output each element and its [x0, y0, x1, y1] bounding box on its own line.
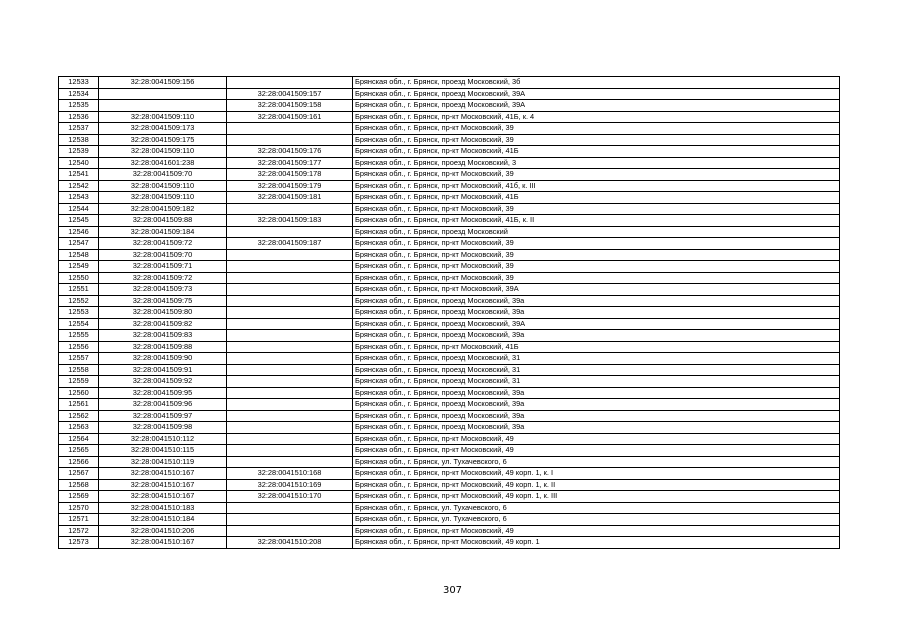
related-cadastral-number-cell: [227, 307, 353, 319]
table-row: [59, 445, 840, 457]
address-cell: Брянская обл., г. Брянск, проезд Московский, 39А: [353, 318, 840, 330]
address-cell: Брянская обл., г. Брянск, пр-кт Московский, 39: [353, 249, 840, 261]
address-cell: Брянская обл., г. Брянск, пр-кт Московский, 41Б: [353, 341, 840, 353]
related-cadastral-number-cell: 32:28:0041509:183: [227, 215, 353, 227]
related-cadastral-number-cell: [227, 387, 353, 399]
address-cell: Брянская обл., г. Брянск, пр-кт Московский, 41б, к. III: [353, 180, 840, 192]
related-cadastral-number-cell: 32:28:0041509:181: [227, 192, 353, 204]
address-cell: Брянская обл., г. Брянск, пр-кт Московский, 41Б: [353, 146, 840, 158]
address-cell: Брянская обл., г. Брянск, пр-кт Московский, 41Б, к. II: [353, 215, 840, 227]
related-cadastral-number-cell: [227, 77, 353, 89]
address-cell: Брянская обл., г. Брянск, пр-кт Московский, 39А: [353, 284, 840, 296]
row-number-cell: 12557: [59, 353, 99, 365]
row-number-cell: 12541: [59, 169, 99, 181]
table-row: [59, 192, 840, 204]
related-cadastral-number-cell: [227, 445, 353, 457]
cadastral-number-cell: 32:28:0041509:97: [99, 410, 227, 422]
cadastral-number-cell: 32:28:0041510:206: [99, 525, 227, 537]
table-row: [59, 479, 840, 491]
related-cadastral-number-cell: [227, 502, 353, 514]
row-number-cell: 12569: [59, 491, 99, 503]
related-cadastral-number-cell: [227, 399, 353, 411]
cadastral-number-cell: 32:28:0041509:82: [99, 318, 227, 330]
row-number-cell: 12545: [59, 215, 99, 227]
row-number-cell: 12566: [59, 456, 99, 468]
table-row: [59, 514, 840, 526]
cadastral-number-cell: 32:28:0041510:112: [99, 433, 227, 445]
related-cadastral-number-cell: [227, 134, 353, 146]
row-number-cell: 12551: [59, 284, 99, 296]
table-row: [59, 318, 840, 330]
address-cell: Брянская обл., г. Брянск, пр-кт Московский, 49: [353, 445, 840, 457]
row-number-cell: 12572: [59, 525, 99, 537]
table-row: [59, 203, 840, 215]
row-number-cell: 12540: [59, 157, 99, 169]
table-row: [59, 295, 840, 307]
table-row: [59, 433, 840, 445]
table-row: [59, 468, 840, 480]
table-row: [59, 88, 840, 100]
row-number-cell: 12573: [59, 537, 99, 549]
address-cell: Брянская обл., г. Брянск, пр-кт Московский, 39: [353, 272, 840, 284]
related-cadastral-number-cell: 32:28:0041509:158: [227, 100, 353, 112]
related-cadastral-number-cell: [227, 261, 353, 273]
table-row: [59, 111, 840, 123]
row-number-cell: 12565: [59, 445, 99, 457]
table-row: [59, 456, 840, 468]
row-number-cell: 12533: [59, 77, 99, 89]
address-cell: Брянская обл., г. Брянск, ул. Тухачевского, 6: [353, 514, 840, 526]
cadastral-number-cell: 32:28:0041509:182: [99, 203, 227, 215]
related-cadastral-number-cell: 32:28:0041509:179: [227, 180, 353, 192]
row-number-cell: 12542: [59, 180, 99, 192]
cadastral-number-cell: 32:28:0041509:90: [99, 353, 227, 365]
table-row: [59, 353, 840, 365]
address-cell: Брянская обл., г. Брянск, проезд Московский, 39А: [353, 100, 840, 112]
cadastral-number-cell: 32:28:0041509:70: [99, 249, 227, 261]
cadastral-number-cell: 32:28:0041510:167: [99, 491, 227, 503]
row-number-cell: 12543: [59, 192, 99, 204]
address-cell: Брянская обл., г. Брянск, проезд Московский, 3: [353, 157, 840, 169]
cadastral-number-cell: 32:28:0041509:184: [99, 226, 227, 238]
cadastral-number-cell: [99, 88, 227, 100]
address-cell: Брянская обл., г. Брянск, проезд Московский: [353, 226, 840, 238]
table-row: [59, 180, 840, 192]
cadastral-number-cell: 32:28:0041509:96: [99, 399, 227, 411]
table-row: [59, 307, 840, 319]
cadastral-number-cell: 32:28:0041509:71: [99, 261, 227, 273]
address-cell: Брянская обл., г. Брянск, ул. Тухачевского, 6: [353, 502, 840, 514]
row-number-cell: 12539: [59, 146, 99, 158]
row-number-cell: 12547: [59, 238, 99, 250]
row-number-cell: 12567: [59, 468, 99, 480]
cadastral-number-cell: 32:28:0041510:167: [99, 468, 227, 480]
table-row: [59, 364, 840, 376]
table-row: [59, 261, 840, 273]
address-cell: Брянская обл., г. Брянск, проезд Московский, 39а: [353, 399, 840, 411]
cadastral-number-cell: 32:28:0041509:80: [99, 307, 227, 319]
related-cadastral-number-cell: 32:28:0041509:157: [227, 88, 353, 100]
related-cadastral-number-cell: [227, 330, 353, 342]
related-cadastral-number-cell: 32:28:0041510:170: [227, 491, 353, 503]
table-row: [59, 123, 840, 135]
cadastral-number-cell: [99, 100, 227, 112]
row-number-cell: 12563: [59, 422, 99, 434]
address-cell: Брянская обл., г. Брянск, проезд Московский, 39а: [353, 307, 840, 319]
row-number-cell: 12558: [59, 364, 99, 376]
address-cell: Брянская обл., г. Брянск, пр-кт Московский, 41Б: [353, 192, 840, 204]
cadastral-number-cell: 32:28:0041509:156: [99, 77, 227, 89]
related-cadastral-number-cell: [227, 203, 353, 215]
row-number-cell: 12560: [59, 387, 99, 399]
address-cell: Брянская обл., г. Брянск, пр-кт Московский, 49 корп. 1: [353, 537, 840, 549]
related-cadastral-number-cell: 32:28:0041510:169: [227, 479, 353, 491]
row-number-cell: 12536: [59, 111, 99, 123]
address-cell: Брянская обл., г. Брянск, пр-кт Московский, 39: [353, 203, 840, 215]
related-cadastral-number-cell: [227, 318, 353, 330]
address-cell: Брянская обл., г. Брянск, проезд Московский, 39а: [353, 422, 840, 434]
related-cadastral-number-cell: 32:28:0041509:187: [227, 238, 353, 250]
cadastral-number-cell: 32:28:0041510:115: [99, 445, 227, 457]
address-cell: Брянская обл., г. Брянск, пр-кт Московский, 49 корп. 1, к. II: [353, 479, 840, 491]
table-row: [59, 226, 840, 238]
related-cadastral-number-cell: [227, 341, 353, 353]
related-cadastral-number-cell: [227, 123, 353, 135]
table-row: [59, 272, 840, 284]
row-number-cell: 12538: [59, 134, 99, 146]
cadastral-number-cell: 32:28:0041509:92: [99, 376, 227, 388]
table-row: [59, 422, 840, 434]
address-cell: Брянская обл., г. Брянск, проезд Московский, 39а: [353, 330, 840, 342]
address-cell: Брянская обл., г. Брянск, пр-кт Московский, 39: [353, 169, 840, 181]
table-row: [59, 134, 840, 146]
address-cell: Брянская обл., г. Брянск, ул. Тухачевского, 6: [353, 456, 840, 468]
cadastral-number-cell: 32:28:0041509:88: [99, 341, 227, 353]
row-number-cell: 12554: [59, 318, 99, 330]
address-cell: Брянская обл., г. Брянск, проезд Московский, 31: [353, 364, 840, 376]
cadastral-number-cell: 32:28:0041509:72: [99, 238, 227, 250]
related-cadastral-number-cell: 32:28:0041509:176: [227, 146, 353, 158]
address-cell: Брянская обл., г. Брянск, проезд Московский, 39а: [353, 387, 840, 399]
row-number-cell: 12549: [59, 261, 99, 273]
address-cell: Брянская обл., г. Брянск, проезд Московский, 31: [353, 376, 840, 388]
row-number-cell: 12561: [59, 399, 99, 411]
related-cadastral-number-cell: [227, 376, 353, 388]
table-row: [59, 238, 840, 250]
row-number-cell: 12548: [59, 249, 99, 261]
related-cadastral-number-cell: [227, 422, 353, 434]
cadastral-number-cell: 32:28:0041509:98: [99, 422, 227, 434]
table-row: [59, 100, 840, 112]
table-row: [59, 330, 840, 342]
row-number-cell: 12564: [59, 433, 99, 445]
table-row: [59, 284, 840, 296]
table-row: [59, 157, 840, 169]
related-cadastral-number-cell: [227, 272, 353, 284]
row-number-cell: 12553: [59, 307, 99, 319]
cadastral-number-cell: 32:28:0041509:110: [99, 180, 227, 192]
cadastral-number-cell: 32:28:0041509:110: [99, 192, 227, 204]
related-cadastral-number-cell: [227, 364, 353, 376]
row-number-cell: 12546: [59, 226, 99, 238]
row-number-cell: 12559: [59, 376, 99, 388]
address-cell: Брянская обл., г. Брянск, проезд Московский, 31: [353, 353, 840, 365]
related-cadastral-number-cell: 32:28:0041510:208: [227, 537, 353, 549]
cadastral-number-cell: 32:28:0041509:83: [99, 330, 227, 342]
related-cadastral-number-cell: [227, 284, 353, 296]
row-number-cell: 12571: [59, 514, 99, 526]
table-row: [59, 399, 840, 411]
cadastral-number-cell: 32:28:0041510:119: [99, 456, 227, 468]
table-row: [59, 410, 840, 422]
cadastral-number-cell: 32:28:0041509:70: [99, 169, 227, 181]
related-cadastral-number-cell: 32:28:0041509:161: [227, 111, 353, 123]
related-cadastral-number-cell: [227, 353, 353, 365]
address-cell: Брянская обл., г. Брянск, пр-кт Московский, 49 корп. 1, к. III: [353, 491, 840, 503]
related-cadastral-number-cell: [227, 433, 353, 445]
address-cell: Брянская обл., г. Брянск, пр-кт Московский, 39: [353, 123, 840, 135]
row-number-cell: 12562: [59, 410, 99, 422]
related-cadastral-number-cell: [227, 456, 353, 468]
address-cell: Брянская обл., г. Брянск, пр-кт Московский, 49: [353, 525, 840, 537]
related-cadastral-number-cell: [227, 249, 353, 261]
row-number-cell: 12555: [59, 330, 99, 342]
cadastral-number-cell: 32:28:0041509:88: [99, 215, 227, 227]
table-row: [59, 146, 840, 158]
cadastral-number-cell: 32:28:0041509:173: [99, 123, 227, 135]
address-cell: Брянская обл., г. Брянск, пр-кт Московский, 39: [353, 261, 840, 273]
related-cadastral-number-cell: [227, 410, 353, 422]
table-row: [59, 387, 840, 399]
cadastral-number-cell: 32:28:0041510:167: [99, 479, 227, 491]
address-cell: Брянская обл., г. Брянск, пр-кт Московский, 49 корп. 1, к. I: [353, 468, 840, 480]
table-row: [59, 537, 840, 549]
table-row: [59, 249, 840, 261]
cadastral-number-cell: 32:28:0041509:110: [99, 146, 227, 158]
address-cell: Брянская обл., г. Брянск, проезд Московский, 3б: [353, 77, 840, 89]
cadastral-number-cell: 32:28:0041510:184: [99, 514, 227, 526]
cadastral-number-cell: 32:28:0041601:238: [99, 157, 227, 169]
table-row: [59, 341, 840, 353]
row-number-cell: 12552: [59, 295, 99, 307]
cadastral-number-cell: 32:28:0041509:75: [99, 295, 227, 307]
related-cadastral-number-cell: [227, 295, 353, 307]
table-row: [59, 169, 840, 181]
row-number-cell: 12570: [59, 502, 99, 514]
row-number-cell: 12535: [59, 100, 99, 112]
row-number-cell: 12534: [59, 88, 99, 100]
row-number-cell: 12568: [59, 479, 99, 491]
related-cadastral-number-cell: 32:28:0041509:177: [227, 157, 353, 169]
related-cadastral-number-cell: 32:28:0041509:178: [227, 169, 353, 181]
address-cell: Брянская обл., г. Брянск, проезд Московский, 39а: [353, 410, 840, 422]
related-cadastral-number-cell: 32:28:0041510:168: [227, 468, 353, 480]
cadastral-number-cell: 32:28:0041509:175: [99, 134, 227, 146]
table-row: [59, 77, 840, 89]
address-cell: Брянская обл., г. Брянск, проезд Московский, 39а: [353, 295, 840, 307]
table-row: [59, 215, 840, 227]
related-cadastral-number-cell: [227, 525, 353, 537]
table-row: [59, 525, 840, 537]
page-number: 307: [442, 585, 463, 596]
related-cadastral-number-cell: [227, 514, 353, 526]
table-row: [59, 376, 840, 388]
address-cell: Брянская обл., г. Брянск, пр-кт Московский, 49: [353, 433, 840, 445]
address-cell: Брянская обл., г. Брянск, проезд Московский, 39А: [353, 88, 840, 100]
address-cell: Брянская обл., г. Брянск, пр-кт Московский, 39: [353, 134, 840, 146]
table-row: [59, 491, 840, 503]
related-cadastral-number-cell: [227, 226, 353, 238]
cadastral-number-cell: 32:28:0041509:95: [99, 387, 227, 399]
cadastral-number-cell: 32:28:0041509:110: [99, 111, 227, 123]
registry-table: [58, 76, 840, 549]
row-number-cell: 12544: [59, 203, 99, 215]
cadastral-number-cell: 32:28:0041509:73: [99, 284, 227, 296]
registry-table-body: [59, 77, 840, 549]
cadastral-number-cell: 32:28:0041510:183: [99, 502, 227, 514]
row-number-cell: 12550: [59, 272, 99, 284]
cadastral-number-cell: 32:28:0041510:167: [99, 537, 227, 549]
cadastral-number-cell: 32:28:0041509:72: [99, 272, 227, 284]
row-number-cell: 12556: [59, 341, 99, 353]
cadastral-number-cell: 32:28:0041509:91: [99, 364, 227, 376]
address-cell: Брянская обл., г. Брянск, пр-кт Московский, 41Б, к. 4: [353, 111, 840, 123]
row-number-cell: 12537: [59, 123, 99, 135]
address-cell: Брянская обл., г. Брянск, пр-кт Московский, 39: [353, 238, 840, 250]
table-row: [59, 502, 840, 514]
